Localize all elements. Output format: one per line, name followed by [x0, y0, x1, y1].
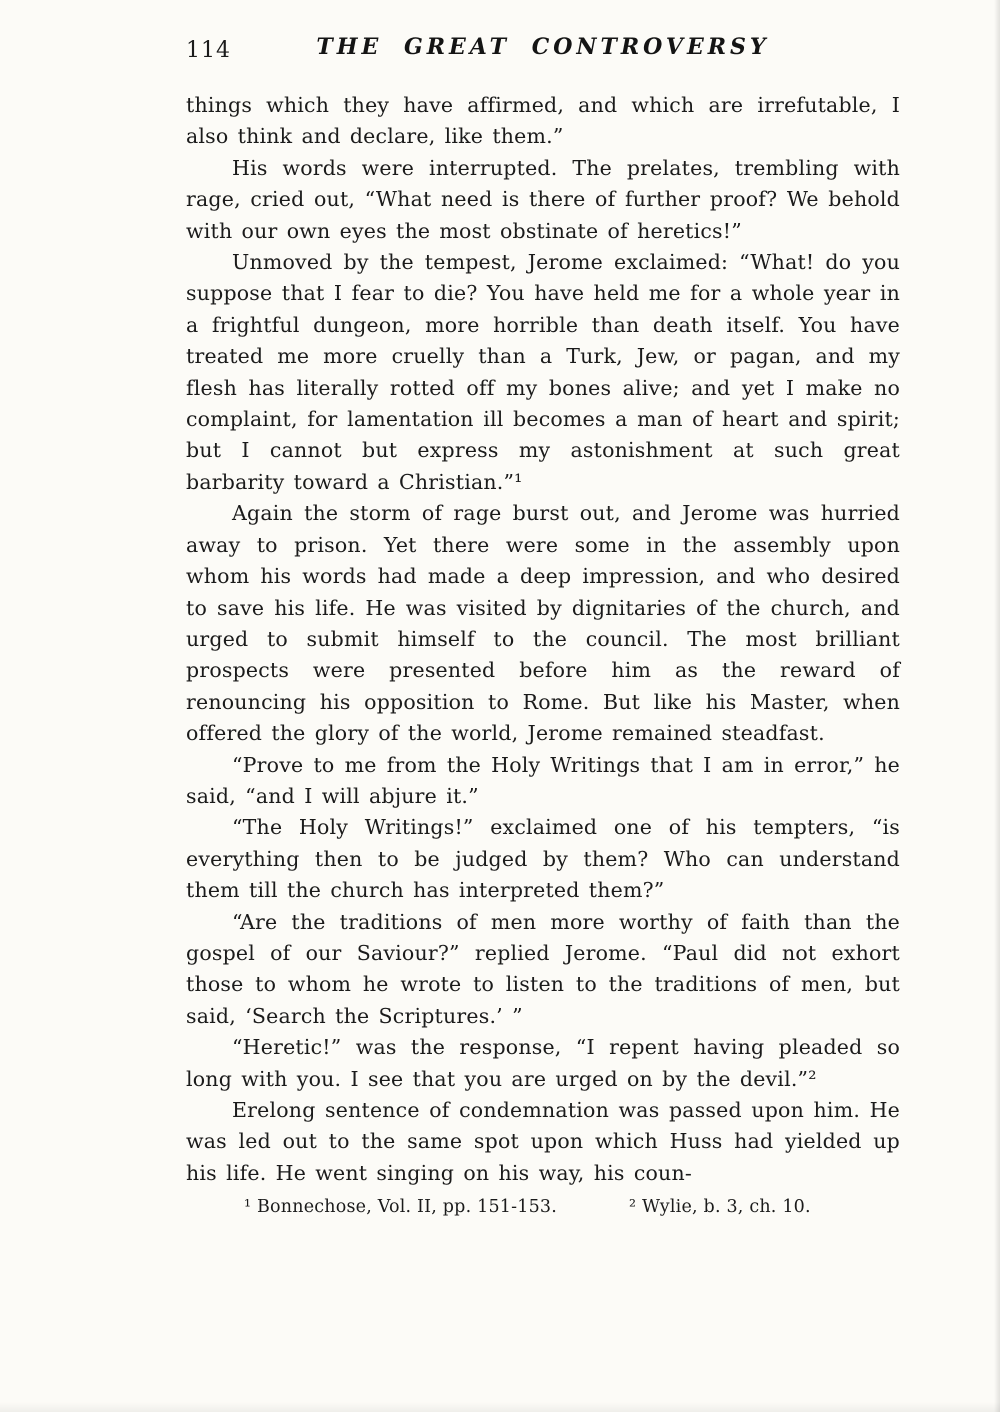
paragraph: “The Holy Writings!” exclaimed one of his tempters, “is everything then to be judged by them? Who can understand them till the church has interpreted them?” [186, 815, 900, 903]
paragraph: “Heretic!” was the response, “I repent having pleaded so long with you. I see that you are urged on by the devil.”² [186, 1035, 900, 1091]
paragraph: Erelong sentence of condemnation was passed upon him. He was led out to the same spot upon which Huss had yielded up his life. He went singing on his way, his coun- [186, 1098, 900, 1185]
paragraph: things which they have affirmed, and which are irrefutable, I also think and declare, like them.” [186, 93, 900, 149]
body-text [186, 90, 900, 1189]
paragraph: “Are the traditions of men more worthy of faith than the gospel of our Saviour?” replied Jerome. “Paul did not exhort those to whom he wrote to listen to the traditions of men, but said, ‘Search the Scriptures.’ ” [186, 909, 900, 1028]
paragraph: “Prove to me from the Holy Writings that I am in error,” he said, “and I will abjure it.” [186, 752, 900, 808]
page-number: 114 [186, 38, 231, 63]
footnote-1: ¹ Bonnechose, Vol. II, pp. 151-153. [244, 1197, 557, 1218]
running-title: THE GREAT CONTROVERSY [316, 34, 770, 60]
paragraph: Unmoved by the tempest, Jerome exclaimed: “What! do you suppose that I fear to die? You have held me for a whole year in a frightful dungeon, more horrible than death itself. You have treated me more cruelly than a Turk, Jew, or pagan, and my flesh has literally rotted off my bones alive; and yet I make no complaint, for lamentation ill becomes a man of heart and spirit; but I cannot but express my astonishment at such great barbarity toward a Christian.”¹ [186, 250, 900, 494]
footnote-2: ² Wylie, b. 3, ch. 10. [629, 1197, 811, 1218]
paragraph: Again the storm of rage burst out, and Jerome was hurried away to prison. Yet there were some in the assembly upon whom his words had made a deep impression, and who desired to save his life. He was visited by dignitaries of the church, and urged to submit himself to the council. The most brilliant prospects were presented before him as the reward of renouncing his opposition to Rome. But like his Master, when offered the glory of the world, Jerome remained steadfast. [186, 501, 900, 746]
footnotes [186, 1197, 900, 1217]
page-header [186, 34, 900, 68]
paragraph: His words were interrupted. The prelates, trembling with rage, cried out, “What need is there of further proof? We behold with our own eyes the most obstinate of heretics!” [186, 155, 900, 243]
